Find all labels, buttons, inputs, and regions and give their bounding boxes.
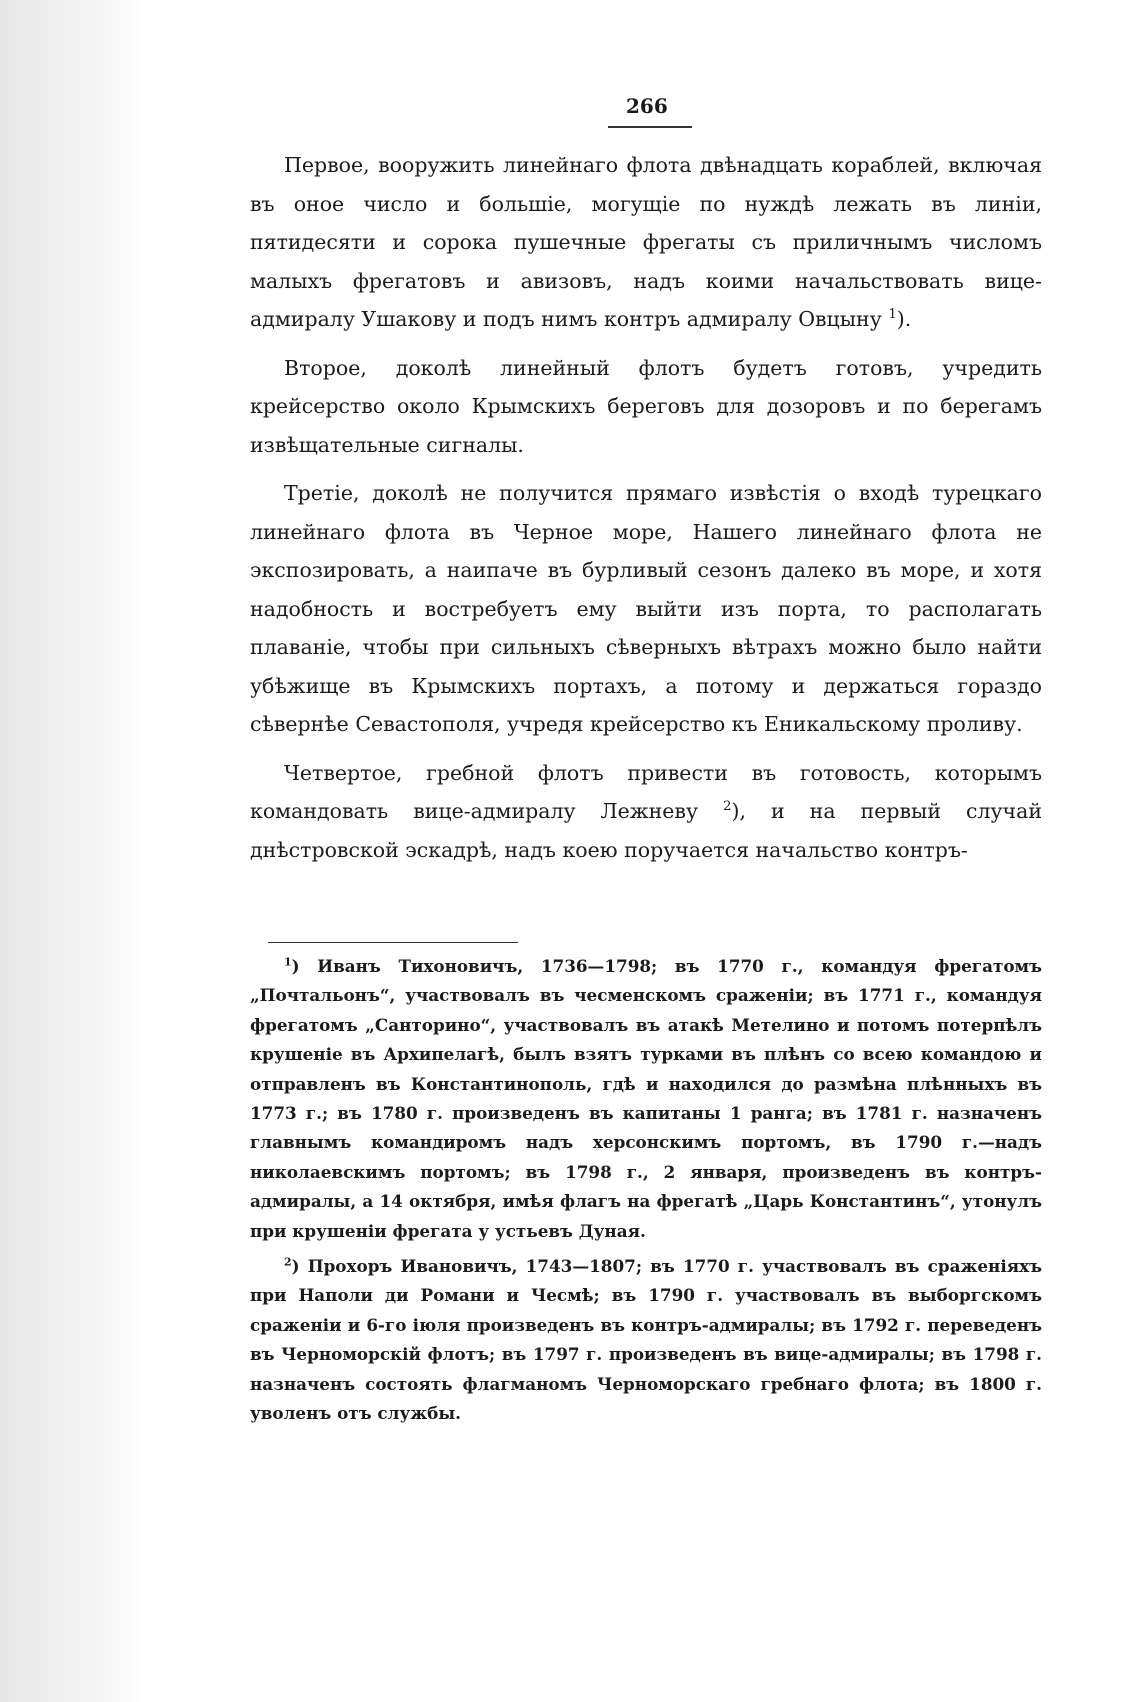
paragraph-fourth-tail: ), и на первый случай днѣстровской эскадрѣ, надъ коею поручается начальство контръ- — [250, 799, 1042, 862]
paragraph-first-text: Первое, вооружить линейнаго флота двѣнадцать кораблей, включая въ оное число и большіе, могущіе по нуждѣ лежать въ линіи, пятидесяти и сорока пушечные фрегаты съ приличнымъ числомъ малыхъ фрегатовъ и авизовъ, надъ коими начальствовать вице-адмиралу Ушакову и подъ нимъ контръ адмиралу Овцыну — [250, 153, 1042, 331]
paragraph-second: Второе, доколѣ линейный флотъ будетъ готовъ, учредить крейсерство около Крымскихъ береговъ для дозоровъ и по берегамъ извѣщательные сигналы. — [250, 355, 1042, 457]
paragraph-first-tail: ). — [896, 307, 912, 331]
footnote-ref-2: 2 — [723, 799, 732, 815]
footnote-1-mark: 1 — [284, 955, 292, 969]
page-number: 266 — [626, 94, 668, 118]
scan-gutter-shadow — [0, 0, 150, 1702]
paragraph-third: Третіе, доколѣ не получится прямаго извѣстія о входѣ турецкаго линейнаго флота въ Черное море, Нашего линейнаго флота не экспозировать, а наипаче въ бурливый сезонъ далеко въ море, и хотя надобность и востребуетъ ему выйти изъ порта, то располагать плаваніе, чтобы при сильныхъ сѣверныхъ вѣтрахъ можно было найти убѣжище въ Крымскихъ портахъ, а потому и держаться гораздо сѣвернѣе Севастополя, учредя крейсерство къ Еникальскому проливу. — [250, 481, 1042, 736]
paragraph-fourth-text: Четвертое, гребной флотъ привести въ готовость, которымъ командовать вице-адмиралу Лежневу — [250, 760, 1042, 823]
footnote-2-text: ) Прохоръ Ивановичъ, 1743—1807; въ 1770 г. участвовалъ въ сраженіяхъ при Наполи ди Романи и Чесмѣ; въ 1790 г. участвовалъ въ выборгскомъ сраженіи и 6-го іюля произведенъ въ контръ-адмиралы; въ 1792 г. переведенъ въ Черноморскій флотъ; въ 1797 г. произведенъ въ вице-адмиралы; въ 1798 г. назначенъ состоять флагманомъ Черноморскаго гребнаго флота; въ 1800 г. уволенъ отъ службы. — [250, 1256, 1042, 1424]
footnotes — [250, 952, 1042, 1435]
footnote-1-text: ) Иванъ Тихоновичъ, 1736—1798; въ 1770 г., командуя фрегатомъ „Почтальонъ“, участвовалъ въ чесменскомъ сраженіи; въ 1771 г., командуя фрегатомъ „Санторино“, участвовалъ въ атакѣ Метелино и потомъ потерпѣлъ крушеніе въ Архипелагѣ, былъ взятъ турками въ плѣнъ со всею командою и отправленъ въ Константинополь, гдѣ и находился до размѣна плѣнныхъ въ 1773 г.; въ 1780 г. произведенъ въ капитаны 1 ранга; въ 1781 г. назначенъ главнымъ командиромъ надъ херсонскимъ портомъ, въ 1790 г.—надъ николаевскимъ портомъ; въ 1798 г., 2 января, произведенъ въ контръ-адмиралы, а 14 октября, имѣя флагъ на фрегатѣ „Царь Константинъ“, утонулъ при крушеніи фрегата у устьевъ Дуная. — [250, 956, 1042, 1241]
footnote-1 — [250, 952, 1042, 1246]
footnote-2 — [250, 1252, 1042, 1428]
footnote-ref-1: 1 — [888, 307, 897, 323]
footnote-separator — [268, 942, 518, 943]
main-text — [250, 146, 1042, 879]
paragraph-first — [250, 146, 1042, 339]
paragraph-fourth — [250, 754, 1042, 870]
footnote-2-mark: 2 — [284, 1255, 292, 1269]
page-number-rule — [608, 126, 692, 128]
